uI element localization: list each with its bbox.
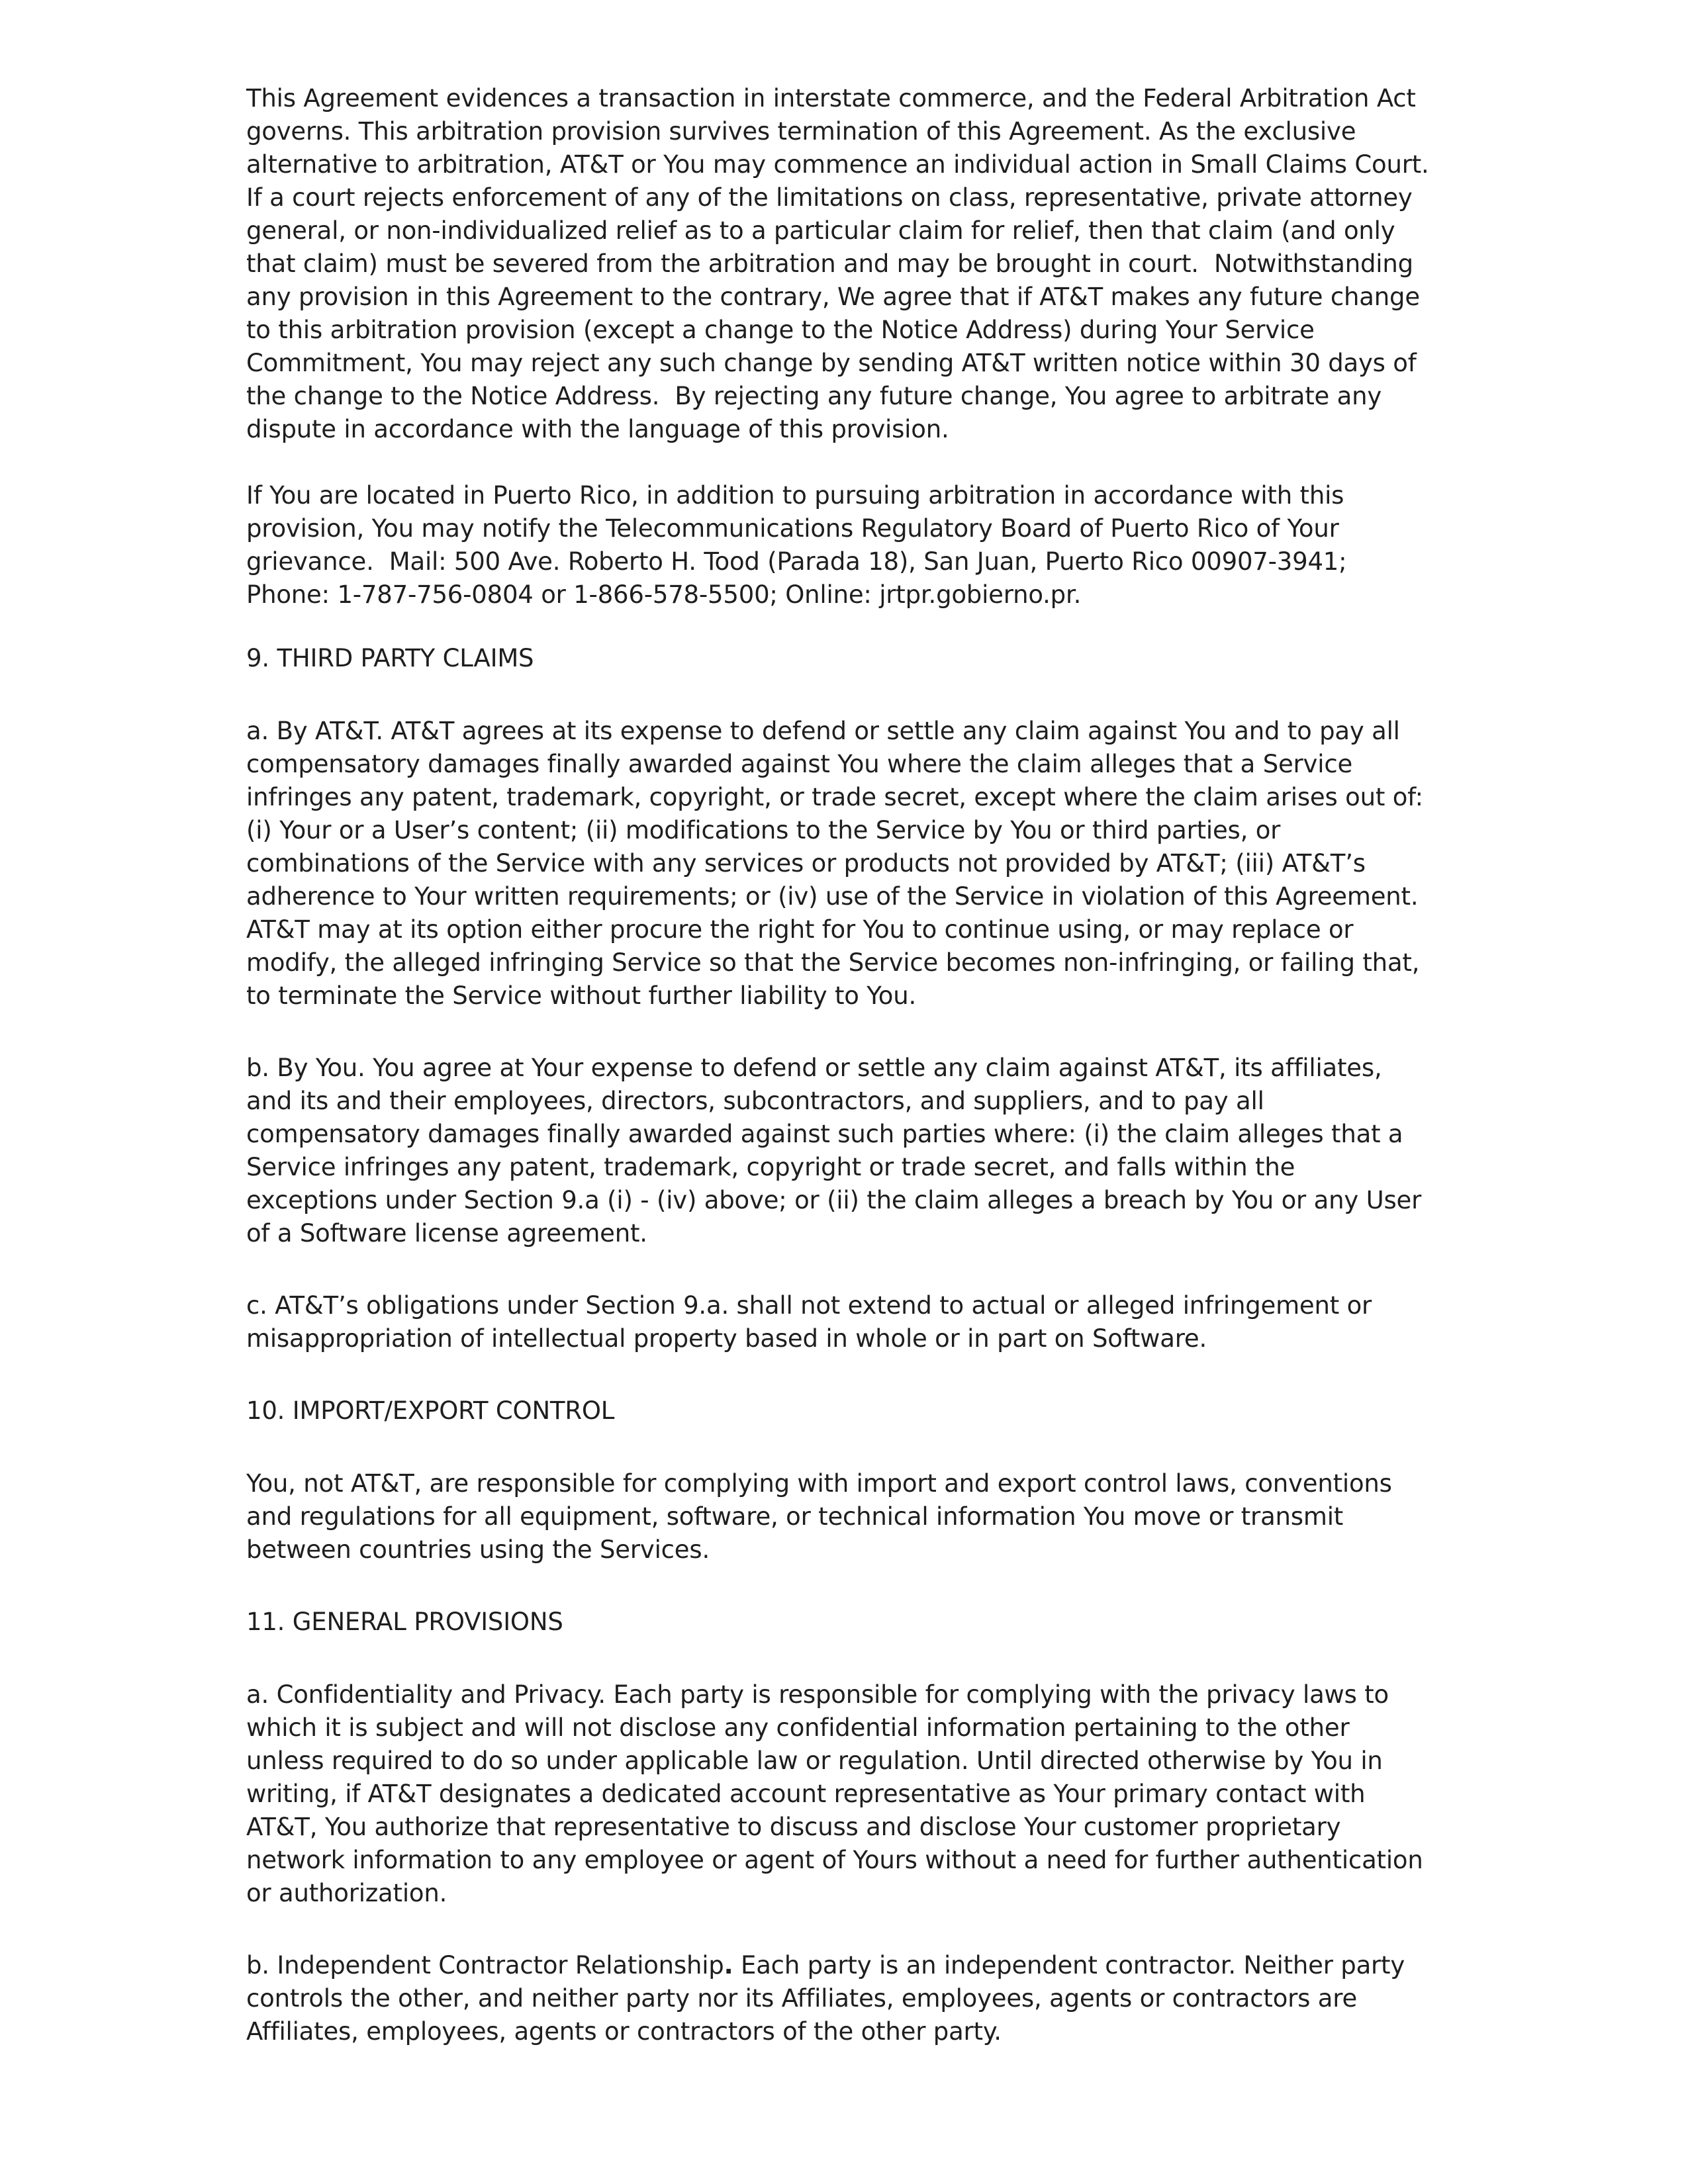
section-11b-period: . [724,1951,733,1979]
section-11b-body: Each party is an independent contractor. Neither party controls the other, and neither party nor its Affiliates, employees, agents or contractors are Affiliates, employees, agents or contractors of the other party. [246,1951,1413,2046]
section-11-heading: 11. GENERAL PROVISIONS [246,1608,563,1636]
document-page [246,82,1437,2081]
section-9c-paragraph: c. AT&T’s obligations under Section 9.a. shall not extend to actual or alleged infringement or misappropriation of intellectual property based in whole or in part on Software. [246,1291,1380,1353]
section-10-paragraph: You, not AT&T, are responsible for complying with import and export control laws, conventions and regulations for all equipment, software, or technical information You move or transmit between countries using the Services. [246,1469,1400,1564]
section-10-heading: 10. IMPORT/EXPORT CONTROL [246,1396,615,1425]
arbitration-paragraph: This Agreement evidences a transaction in interstate commerce, and the Federal Arbitration Act governs. This arbitration provision survives termination of this Agreement. As the exclusive alternative to arbitration, AT&T or You may commence an individual action in Small Claims Court. If a court rejects enforcement of any of the limitations on class, representative, private attorney general, or non-individualized relief as to a particular claim for relief, then that claim (and only that claim) must be severed from the arbitration and may be brought in court. Notwithstanding any provision in this Agreement to the contrary, We agree that if AT&T makes any future change to this arbitration provision (except a change to the Notice Address) during Your Service Commitment, You may reject any such change by sending AT&T written notice within 30 days of the change to the Notice Address. By rejecting any future change, You agree to arbitrate any dispute in accordance with the language of this provision. [246,84,1437,443]
section-9b-paragraph: b. By You. You agree at Your expense to defend or settle any claim against AT&T, its affiliates, and its and their employees, directors, subcontractors, and suppliers, and to pay all compensatory damages finally awarded against such parties where: (i) the claim alleges that a Service infringes any patent, trademark, copyright or trade secret, and falls within the exceptions under Section 9.a (i) - (iv) above; or (ii) the claim alleges a breach by You or any User of a Software license agreement. [246,1054,1429,1248]
puerto-rico-paragraph: If You are located in Puerto Rico, in addition to pursuing arbitration in accordance with this provision, You may notify the Telecommunications Regulatory Board of Puerto Rico of Your grievance. Mail: 500 Ave. Roberto H. Tood (Parada 18), San Juan, Puerto Rico 00907-3941; Phone: 1-787-756-0804 or 1-866-578-5500; Online: jrtpr.gobierno.pr. [246,481,1354,609]
section-9-heading: 9. THIRD PARTY CLAIMS [246,644,534,672]
section-11a-paragraph: a. Confidentiality and Privacy. Each party is responsible for complying with the privacy laws to which it is subject and will not disclose any confidential information pertaining to the other unless required to do so under applicable law or regulation. Until directed otherwise by You in writing, if AT&T designates a dedicated account representative as Your primary contact with AT&T, You authorize that representative to discuss and disclose Your customer proprietary network information to any employee or agent of Yours without a need for further authentication or authorization. [246,1680,1431,1907]
section-11b-title: b. Independent Contractor Relationship [246,1951,724,1979]
section-9a-paragraph: a. By AT&T. AT&T agrees at its expense to defend or settle any claim against You and to pay all compensatory damages finally awarded against You where the claim alleges that a Service infringes any patent, trademark, copyright, or trade secret, except where the claim arises out of: (i) Your or a User’s content; (ii) modifications to the Service by You or third parties, or combinations of the Service with any services or products not provided by AT&T; (iii) AT&T’s adherence to Your written requirements; or (iv) use of the Service in violation of this Agreement. AT&T may at its option either procure the right for You to continue using, or may replace or modify, the alleged infringing Service so that the Service becomes non-infringing, or failing that, to terminate the Service without further liability to You. [246,717,1431,1010]
section-11b-paragraph [246,1949,1431,2048]
